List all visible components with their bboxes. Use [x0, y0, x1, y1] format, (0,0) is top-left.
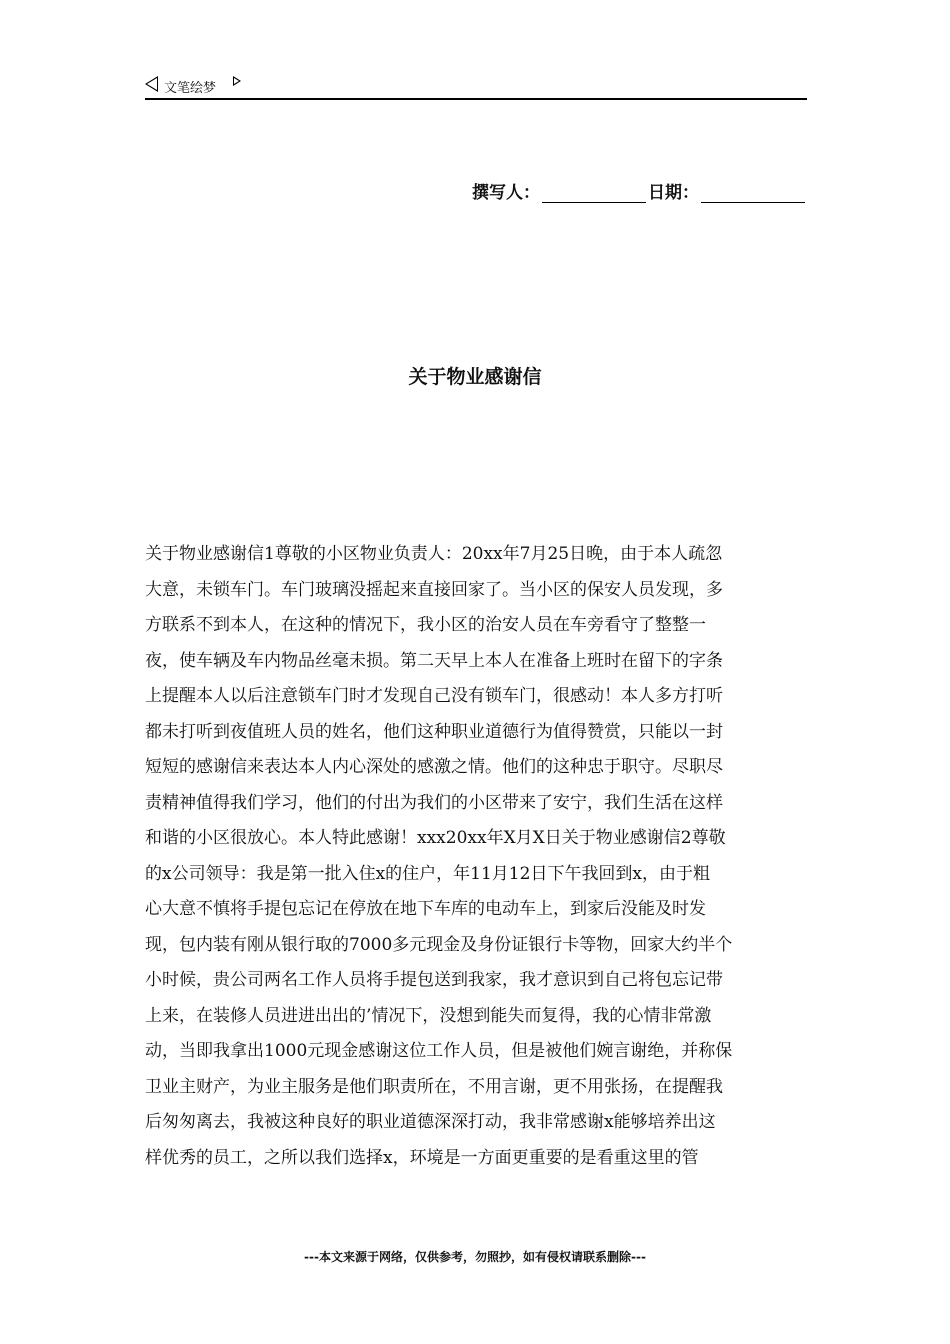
body-text — [145, 537, 807, 1176]
body-line: 和谐的小区很放心。本人特此感谢！xxx20xx年X月X日关于物业感谢信2尊敬 — [145, 828, 726, 848]
body-line: 责精神值得我们学习，他们的付出为我们的小区带来了安宁，我们生活在这样 — [145, 792, 723, 813]
body-line: 小时候，贵公司两名工作人员将手提包送到我家，我才意识到自己将包忘记带 — [145, 970, 723, 990]
triangle-right-icon — [233, 76, 241, 86]
date-label: 日期： — [648, 183, 699, 203]
author-blank — [542, 184, 646, 203]
page-header — [145, 74, 807, 100]
body-line: 后匆匆离去，我被这种良好的职业道德深深打动，我非常感谢x能够培养出这 — [145, 1112, 716, 1132]
body-line: 卫业主财产，为业主服务是他们职责所在，不用言谢，更不用张扬，在提醒我 — [145, 1076, 723, 1097]
date-blank — [701, 184, 805, 203]
body-line: 都未打听到夜值班人员的姓名，他们这种职业道德行为值得赞赏，只能以一封 — [145, 721, 723, 742]
body-line: 心大意不慎将手提包忘记在停放在地下车库的电动车上，到家后没能及时发 — [145, 899, 706, 919]
body-line: 夜，使车辆及车内物品丝毫未损。第二天早上本人在准备上班时在留下的字条 — [145, 650, 723, 671]
body-line: 动，当即我拿出1000元现金感谢这位工作人员，但是被他们婉言谢绝，并称保 — [145, 1041, 733, 1061]
body-line: 样优秀的员工，之所以我们选择x，环境是一方面更重要的是看重这里的管 — [145, 1147, 699, 1168]
triangle-left-icon — [145, 76, 158, 92]
body-line: 关于物业感谢信1尊敬的小区物业负责人：20xx年7月25日晚，由于本人疏忽 — [145, 544, 723, 564]
footer-disclaimer: ---本文来源于网络，仅供参考，勿照抄，如有侵权请联系删除--- — [304, 1250, 646, 1264]
author-label: 撰写人： — [472, 183, 540, 203]
body-line: 上提醒本人以后注意锁车门时才发现自己没有锁车门，很感动！本人多方打听 — [145, 686, 723, 706]
body-line: 上来，在装修人员进进出出的’情况下，没想到能失而复得，我的心情非常激 — [145, 1005, 712, 1026]
document-title: 关于物业感谢信 — [408, 366, 542, 388]
body-line: 方联系不到本人，在这种的情况下，我小区的治安人员在车旁看守了整整一 — [145, 615, 706, 635]
body-line: 的x公司领导：我是第一批入住x的住户，年11月12日下午我回到x，由于粗 — [145, 863, 711, 884]
header-brand: 文笔绘梦 — [164, 81, 217, 96]
body-line: 大意，未锁车门。车门玻璃没摇起来直接回家了。当小区的保安人员发现，多 — [145, 579, 723, 600]
body-line: 短短的感谢信来表达本人内心深处的感激之情。他们的这种忠于职守。尽职尽 — [145, 757, 723, 777]
body-line: 现，包内装有刚从银行取的7000多元现金及身份证银行卡等物，回家大约半个 — [145, 934, 733, 955]
signature-line — [472, 178, 807, 203]
